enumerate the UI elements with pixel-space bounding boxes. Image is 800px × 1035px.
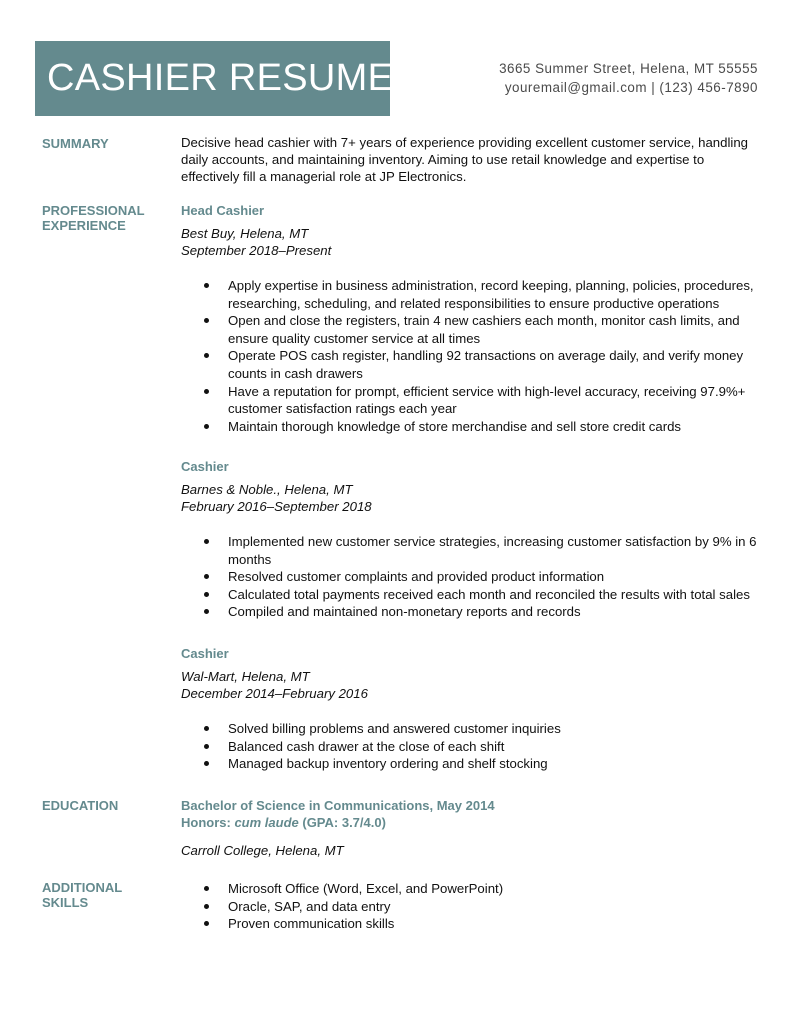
list-item: Calculated total payments received each month and reconciled the results with total sales — [181, 586, 761, 604]
job-header — [181, 645, 761, 702]
job-title: Head Cashier — [181, 203, 265, 218]
page-title: CASHIER RESUME — [47, 57, 394, 99]
honors-distinction: cum laude — [234, 815, 299, 830]
education-label: EDUCATION — [42, 798, 119, 813]
list-item: Operate POS cash register, handling 92 transactions on average daily, and verify money counts in cash drawers — [181, 347, 761, 382]
list-item: Oracle, SAP, and data entry — [181, 898, 761, 916]
job-dates: December 2014–February 2016 — [181, 686, 368, 701]
job-bullet-list — [181, 720, 761, 773]
summary-label: SUMMARY — [42, 136, 109, 151]
list-item: Open and close the registers, train 4 new cashiers each month, monitor cash limits, and ensure quality customer service at all times — [181, 312, 761, 347]
job-bullet-list — [181, 277, 761, 435]
honors — [181, 814, 761, 831]
experience-label — [42, 203, 167, 233]
skills-label-line2: SKILLS — [42, 895, 89, 910]
job-bullet-list — [181, 533, 761, 621]
degree: Bachelor of Science in Communications, May 2014 — [181, 798, 495, 813]
list-item: Microsoft Office (Word, Excel, and PowerPoint) — [181, 880, 761, 898]
contact-block — [499, 59, 758, 97]
job-company: Best Buy, Helena, MT — [181, 226, 309, 241]
job-dates: September 2018–Present — [181, 243, 332, 258]
summary-text: Decisive head cashier with 7+ years of experience providing excellent customer service, handling daily accounts, and maintaining inventory. Aiming to use retail knowledge and expertise to effectively fill a managerial role at JP Electronics. — [181, 135, 748, 184]
experience-label-line2: EXPERIENCE — [42, 218, 126, 233]
list-item: Managed backup inventory ordering and shelf stocking — [181, 755, 761, 773]
list-item: Maintain thorough knowledge of store merchandise and sell store credit cards — [181, 418, 761, 436]
job-header — [181, 458, 761, 515]
list-item: Balanced cash drawer at the close of each shift — [181, 738, 761, 756]
skills-list — [181, 880, 761, 933]
list-item: Solved billing problems and answered customer inquiries — [181, 720, 761, 738]
list-item: Implemented new customer service strategies, increasing customer satisfaction by 9% in 6 months — [181, 533, 761, 568]
experience-label-line1: PROFESSIONAL — [42, 203, 145, 218]
job-company: Barnes & Noble., Helena, MT — [181, 482, 353, 497]
list-item: Apply expertise in business administration, record keeping, planning, policies, procedures, researching, scheduling, and related responsibilities to ensure productive operations — [181, 277, 761, 312]
email-phone: youremail@gmail.com | (123) 456-7890 — [504, 80, 758, 95]
job-dates: February 2016–September 2018 — [181, 499, 372, 514]
education-entry — [181, 797, 761, 859]
address: 3665 Summer Street, Helena, MT 55555 — [499, 61, 758, 76]
job-header — [181, 202, 761, 259]
school: Carroll College, Helena, MT — [181, 843, 344, 858]
job-company: Wal-Mart, Helena, MT — [181, 669, 310, 684]
job-title: Cashier — [181, 646, 229, 661]
honors-prefix: Honors: — [181, 815, 235, 830]
skills-label-line1: ADDITIONAL — [42, 880, 123, 895]
list-item: Compiled and maintained non-monetary reports and records — [181, 603, 761, 621]
skills-label — [42, 880, 167, 910]
header-title-bar — [35, 41, 394, 116]
job-title: Cashier — [181, 459, 229, 474]
honors-gpa: (GPA: 3.7/4.0) — [298, 815, 386, 830]
list-item: Have a reputation for prompt, efficient service with high-level accuracy, receiving 97.9%+ customer satisfaction ratings each year — [181, 383, 761, 418]
list-item: Proven communication skills — [181, 915, 761, 933]
list-item: Resolved customer complaints and provided product information — [181, 568, 761, 586]
